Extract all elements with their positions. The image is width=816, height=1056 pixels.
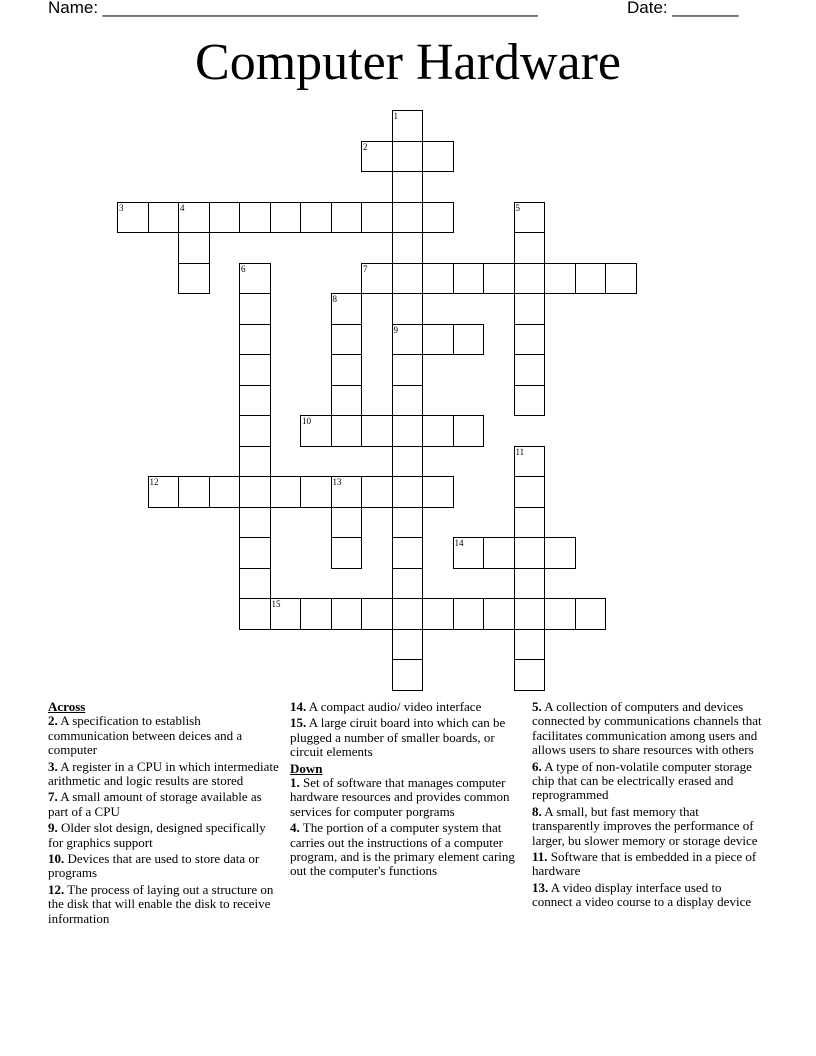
grid-cell[interactable]	[514, 537, 546, 569]
page-title: Computer Hardware	[195, 34, 621, 91]
clue-number: 12.	[48, 881, 65, 897]
grid-cell[interactable]	[300, 202, 332, 234]
grid-cell[interactable]	[422, 141, 454, 173]
grid-cell[interactable]	[117, 202, 149, 234]
clue-item	[290, 821, 522, 879]
grid-cell[interactable]	[239, 293, 271, 325]
clue-number: 3.	[48, 758, 58, 774]
grid-cell[interactable]	[331, 324, 363, 356]
grid-cell[interactable]	[392, 629, 424, 661]
grid-cell[interactable]	[392, 598, 424, 630]
grid-cell[interactable]	[514, 568, 546, 600]
clue-text: Set of software that manages computer hardware resources and provides common services for computer porgrams	[290, 775, 510, 819]
grid-cell[interactable]	[514, 293, 546, 325]
name-field[interactable]: Name: ______________________________________________	[48, 0, 538, 17]
clue-number: 7.	[48, 789, 58, 805]
grid-cell[interactable]	[453, 415, 485, 447]
grid-cell[interactable]	[361, 415, 393, 447]
grid-cell[interactable]	[300, 415, 332, 447]
clue-number: 13.	[532, 879, 549, 895]
clue-column-1	[48, 700, 280, 928]
grid-cell[interactable]	[239, 385, 271, 417]
clue-item	[290, 700, 522, 714]
grid-cell[interactable]	[453, 598, 485, 630]
clue-text: A small amount of storage available as part of a CPU	[48, 789, 262, 819]
grid-cell[interactable]	[392, 568, 424, 600]
cell-number: 9	[393, 324, 398, 335]
grid-cell[interactable]	[483, 537, 515, 569]
cell-number: 10	[302, 416, 311, 426]
grid-cell[interactable]	[148, 202, 180, 234]
grid-cell[interactable]	[514, 598, 546, 630]
clue-heading: Down	[290, 760, 323, 776]
grid-cell[interactable]	[270, 202, 302, 234]
grid-cell[interactable]	[270, 598, 302, 630]
grid-cell[interactable]	[514, 385, 546, 417]
clue-text: A type of non-volatile computer storage chip that can be electrically erased and reprogrammed	[532, 758, 752, 803]
clue-number: 2.	[48, 713, 58, 729]
clue-number: 15.	[290, 715, 307, 731]
clue-number: 4.	[290, 820, 300, 836]
grid-cell[interactable]	[514, 629, 546, 661]
clue-text: A specification to establish communication between deices and a computer	[48, 713, 243, 758]
grid-cell[interactable]	[392, 537, 424, 569]
clue-number: 14.	[290, 699, 307, 714]
grid-cell[interactable]	[392, 263, 424, 295]
grid-cell[interactable]	[331, 293, 363, 325]
grid-cell[interactable]	[239, 476, 271, 508]
grid-cell[interactable]	[392, 507, 424, 539]
grid-cell[interactable]	[422, 202, 454, 234]
grid-cell[interactable]	[392, 385, 424, 417]
grid-cell[interactable]	[544, 598, 576, 630]
grid-cell[interactable]	[239, 354, 271, 386]
clue-text: A compact audio/ video interface	[308, 699, 482, 714]
grid-cell[interactable]	[453, 537, 485, 569]
cell-number: 13	[332, 477, 342, 487]
grid-cell[interactable]	[361, 476, 393, 508]
clue-number: 8.	[532, 803, 542, 819]
clue-column-2	[290, 700, 522, 881]
grid-cell[interactable]	[331, 415, 363, 447]
grid-cell[interactable]	[392, 141, 424, 173]
cell-number: 7	[363, 263, 368, 274]
grid-cell[interactable]	[514, 507, 546, 539]
grid-cell[interactable]	[331, 507, 363, 539]
grid-cell[interactable]	[361, 202, 393, 234]
grid-cell[interactable]	[422, 324, 454, 356]
grid-cell[interactable]	[331, 598, 363, 630]
grid-cell[interactable]	[270, 476, 302, 508]
grid-cell[interactable]	[331, 202, 363, 234]
grid-cell[interactable]	[514, 324, 546, 356]
grid-cell[interactable]	[361, 141, 393, 173]
grid-cell[interactable]	[331, 354, 363, 386]
grid-cell[interactable]	[422, 415, 454, 447]
cell-number: 11	[515, 446, 525, 457]
clue-item	[532, 700, 764, 758]
grid-cell[interactable]	[514, 659, 546, 691]
grid-cell[interactable]	[331, 537, 363, 569]
grid-cell[interactable]	[514, 476, 546, 508]
grid-cell[interactable]	[239, 324, 271, 356]
grid-cell[interactable]	[148, 476, 180, 508]
clue-text: Software that is embedded in a piece of hardware	[532, 849, 757, 879]
grid-cell[interactable]	[514, 446, 546, 478]
grid-cell[interactable]	[422, 476, 454, 508]
cell-number: 3	[119, 202, 124, 213]
cell-number: 1	[393, 111, 398, 121]
grid-cell[interactable]	[422, 263, 454, 295]
grid-cell[interactable]	[514, 232, 546, 264]
grid-cell[interactable]	[453, 263, 485, 295]
clue-item	[532, 850, 764, 879]
cell-number: 2	[363, 141, 368, 152]
grid-cell[interactable]	[392, 415, 424, 447]
grid-cell[interactable]	[209, 202, 241, 234]
clue-number: 11.	[532, 849, 548, 865]
clue-item	[532, 881, 764, 910]
clue-text: The portion of a computer system that carries out the instructions of a computer program, and is the primary element caring out the computer's functions	[290, 820, 515, 879]
date-field[interactable]: Date: _______	[627, 0, 739, 17]
clue-item	[290, 716, 522, 759]
grid-cell[interactable]	[544, 537, 576, 569]
cell-number: 8	[332, 294, 337, 304]
grid-cell[interactable]	[392, 293, 424, 325]
grid-cell[interactable]	[209, 476, 241, 508]
clue-number: 10.	[48, 851, 65, 867]
clue-text: Devices that are used to store data or programs	[48, 851, 260, 881]
clue-item	[48, 790, 280, 819]
clue-number: 5.	[532, 699, 542, 714]
grid-cell[interactable]	[239, 507, 271, 539]
grid-cell[interactable]	[239, 537, 271, 569]
clue-item	[48, 821, 280, 850]
grid-cell[interactable]	[544, 263, 576, 295]
clue-column-3	[532, 700, 764, 912]
grid-cell[interactable]	[575, 598, 607, 630]
grid-cell[interactable]	[392, 171, 424, 203]
clue-text: A large ciruit board into which can be plugged a number of smaller boards, or circuit elements	[290, 715, 506, 760]
grid-cell[interactable]	[392, 202, 424, 234]
grid-cell[interactable]	[575, 263, 607, 295]
clue-number: 1.	[290, 775, 300, 791]
clue-text: A small, but fast memory that transparently improves the performance of larger, bu slower memory or storage device	[532, 803, 758, 848]
grid-cell[interactable]	[392, 659, 424, 691]
clue-item	[48, 760, 280, 789]
cell-number: 12	[149, 477, 159, 487]
grid-cell[interactable]	[331, 385, 363, 417]
grid-cell[interactable]	[239, 568, 271, 600]
grid-cell[interactable]	[239, 598, 271, 630]
grid-cell[interactable]	[300, 598, 332, 630]
grid-cell[interactable]	[453, 324, 485, 356]
clue-text: The process of laying out a structure on the disk that will enable the disk to receive information	[48, 881, 274, 926]
grid-cell[interactable]	[239, 446, 271, 478]
grid-cell[interactable]	[392, 354, 424, 386]
clue-text: A video display interface used to connect a video course to a display device	[532, 879, 752, 910]
grid-cell[interactable]	[514, 263, 546, 295]
grid-cell[interactable]	[422, 598, 454, 630]
clue-number: 9.	[48, 820, 58, 836]
cell-number: 15	[271, 599, 281, 609]
clue-text: A register in a CPU in which intermediate arithmetic and logic results are stored	[48, 758, 279, 789]
clue-item	[290, 776, 522, 819]
grid-cell[interactable]	[178, 202, 210, 234]
grid-cell[interactable]	[483, 263, 515, 295]
cell-number: 6	[241, 263, 246, 274]
cell-number: 5	[515, 202, 520, 213]
clue-item	[48, 852, 280, 881]
grid-cell[interactable]	[392, 232, 424, 264]
grid-cell[interactable]	[483, 598, 515, 630]
clue-item	[48, 714, 280, 757]
grid-cell[interactable]	[392, 110, 424, 142]
grid-cell[interactable]	[605, 263, 637, 295]
grid-cell[interactable]	[361, 598, 393, 630]
clue-text: Older slot design, designed specifically for graphics support	[48, 820, 266, 850]
grid-cell[interactable]	[300, 476, 332, 508]
clue-text: A collection of computers and devices connected by communications channels that facilitates communication among users and allows users to share resources with others	[532, 699, 762, 758]
grid-cell[interactable]	[178, 263, 210, 295]
grid-cell[interactable]	[392, 324, 424, 356]
clue-number: 6.	[532, 758, 542, 774]
grid-cell[interactable]	[514, 202, 546, 234]
cell-number: 4	[180, 202, 185, 213]
clue-item	[532, 760, 764, 803]
grid-cell[interactable]	[392, 476, 424, 508]
grid-cell[interactable]	[392, 446, 424, 478]
grid-cell[interactable]	[178, 476, 210, 508]
grid-cell[interactable]	[331, 476, 363, 508]
grid-cell[interactable]	[239, 202, 271, 234]
clue-heading: Across	[48, 699, 86, 714]
cell-number: 14	[454, 538, 464, 548]
clue-item	[48, 883, 280, 926]
grid-cell[interactable]	[178, 232, 210, 264]
grid-cell[interactable]	[239, 263, 271, 295]
grid-cell[interactable]	[514, 354, 546, 386]
grid-cell[interactable]	[239, 415, 271, 447]
clue-item	[532, 805, 764, 848]
grid-cell[interactable]	[361, 263, 393, 295]
